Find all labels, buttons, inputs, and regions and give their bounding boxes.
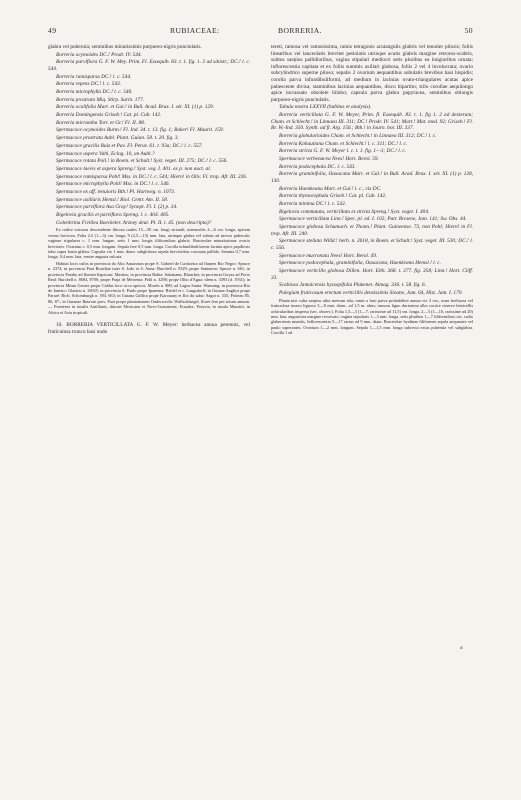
right-col-paragraph: Spermacoce globosa Schumach. et Thonn.! Plant. Guineense. 73, non Pohl; Hiern! in Fl. trop. Afr. III. 240. [271,224,473,237]
left-col-paragraph: Spermacoce laevis et aspera Spreng.! Syst. veg. I. 401. ex p. non auct. al. [56,165,211,172]
left-col-paragraph: Bigelovia gracilis et parviflora Spreng. l. c. 404. 405. [56,212,170,219]
left-col-paragraph: Borreria Domingensis Griseb.! Cat. pl. Cub. 142. [56,112,162,119]
right-col-paragraph: Bigelovia commutata, verticillata et stricta Spreng.! Syst. veget. I. 404. [279,208,430,215]
left-col-paragraph: Spermacoce axillaris Hemsl.! Biol. Centr. Am. II. 58. [56,196,169,203]
left-col-paragraph: Borreria parviflora G. F. W. Mey. Prim. Fl. Essequib. 83. t. 1. fig. 1. 2 ad sinistr.; DC.! l. c. 544. [48,59,250,72]
right-col-paragraph: Borreria Haenkeana Mart. et Gal.! l. c., vix DC. [279,185,382,192]
left-col-paragraph: Spermacoce ex aff. tenuioris Bth.! Pl. Hartweg. n. 1073. [56,188,176,195]
left-text-column [48,44,250,336]
left-col-paragraph: Borreria ocalifolia Mart. et Gal.! in Bull. Acad. Brux. I. sér. XI. (1) p. 129. [56,104,215,111]
header-genus-title: BORRERIA. [278,26,322,35]
right-col-paragraph: Borreria thymocephala Griseb.! Cat. pl. Cub. 142. [279,193,387,200]
right-col-paragraph: Borreria graminifolia, Oaxacana Mart. et Gal.! in Bull. Acad. Brux. I. sér. XI. (1) p. 128, 130. [271,171,473,185]
right-col-paragraph: Borreria podocephala DC. l. c. 543. [279,163,356,170]
right-col-paragraph: tereti, ramosa vel ramosissima, ramis tetragonis acutangulis glabris vel tenuiter pilosis; foliis linearibus vel lanceolatis breviter petiolatis utrinque acutis glabris margine retrorso-scabris, subtus saepius pallidioribus, vagina stipulari mediocri setis pluribus ea longioribus ornata; inflorescentia capitata et ex foliis summis axillari globosa, foliis 2 vel 4 involucrata; ovario subcylindrico superne piloso; sepalis 2 ovarium aequantibus subulatis brevibus basi hispidis; corolla parva infundibuliformi, ad medium in lacinias ovato-triangulares acutas apice pubescente divisa; staminibus lacinias aequantibus, disco bipartito; stilo corollae aequilongo apice incrassato obsolete bilobo; capsula parva glabra papyracea, seminibus oblongis purpureo-nigris punctulatis. [271,44,473,103]
right-col-paragraph: Borreria Kohautiana Cham. et Schlecht.! l. c. 311; DC.! l. c. [279,140,408,147]
right-col-paragraph: Spermacoce mucronata Nees! Hort. Berol. 49. [279,252,378,259]
page-number-left: 49 [48,26,57,35]
right-col-paragraph: Spermacoce stellata Willd.! herb. n. 2618, in Roem. et Schult.! Syst. veget. III. 530; DC.! l. c. 556. [271,238,473,252]
right-col-paragraph: Spermacoce verbenacea Nees! Hort. Berol. 59. [279,156,379,163]
right-col-paragraph: Spermacoce podocephala, graminifolia, Oaxacana, Haenkeana Hemsl.! l. c. [279,260,441,267]
left-col-paragraph: Spermacoce microphylla Pohl! Mss. in DC.! l. c. 546. [56,181,170,188]
right-col-paragraph: Pulegium fruticosum erectum verticillis densissimis Sloane, Jam. 64, Hist. Jam. I. 170. [279,290,463,297]
right-col-paragraph: Borreria stricta G. F. W. Meyer l. c. t. 1. fig. 1—3; DC.! l. c. [279,148,407,155]
left-col-paragraph: Spermacoce gracilis Ruiz et Pav. Fl. Peruv. 61. t. 93a; DC.! l. c. 557. [56,142,203,149]
left-col-paragraph: Spermacoce aspera Vahl, Eclog. 10, an Aubl.? [56,150,155,157]
page-number-right: 50 [464,26,473,35]
right-col-paragraph: Borreria minima DC.! l. c. 542. [279,201,347,208]
right-col-paragraph: Spermacoce verticillo globosa Dillen. Hort. Elth. 368. t. 277. fig. 358; Linn.! Hort. Cliff. 33. [271,268,473,281]
right-col-paragraph: Tabula nostra LXXVII (habitus et analysis). [279,104,372,111]
left-col-paragraph: Borreria microphylla DC.! l. c. 546. [56,89,133,96]
header-family-title: RUBIACEAE: [170,26,220,35]
left-col-paragraph: Spermacoce prostrata Aubl. Plant. Guian. 58. t. 20. fig. 3. [56,135,179,142]
left-col-paragraph: Spermacoce ocymoides Burm.! Fl. Ind. 34. t. 13. fig. 1; Baker! Fl. Maurit. 159. [56,127,224,134]
left-col-paragraph: Ex radice tortuosa descendente fibrosa caules 15—50 cm. longi striatuli; internodiis 2—6 cm. longa, apicem versus breviora. Folia 2,5 (1—3) cm. longa, 9 (2,5—15) mm. lata, utrinque glabra vel subtus ad nervos puberula; vaginae stipulares c. 1 mm. longae, setis 1 mm. longis filiformibus glabris. Bracteolae minutissimae ovario breviores. Ovarium c. 0,5 mm. longum. Sepala fere 0,5 mm. longa. Corolla infundibuliformis lacinia apice papillosis tubo supra basin glabra. Capsula vix 1 mm. diam. subglobosa sepala brevioribus coronata pallida. Semina 0,7 mm. longa, 0,4 mm. lata, ventre angusta sulcata. [48,227,250,260]
left-col-paragraph: Habitat locis cultis in provincia do Alto Amazonas prope S. Gabriel de Cachoeira ad flumen Rio Negro: Spruce n. 2374; in provincia Pará Brasiliae inter S. João et S. Anna: Burchell n. 9329; prope Santarem: Spruce n. 661; in provincia Parahy ad flumen Itapicuru: Martius; in provincia Bahia: Salzmann, Blanchet; in provincia Goyaz ad Porto Real: Burchell n. 8684, 8700; prope Praja de Meirenia: Pohl n. 3298; prope Olho d'Agua: idem n. 3393 (d. 1931); in provincia Minas Geraes prope Caldas loco circa apricos: Mosén n. 880; ad Lagoa Santa: Warming; in provincia Rio de Janeiro: Glaziou n. 10025; in provincia S. Paulo prope Ipanema: Riedel et c. Langsdorff; in Guiana Anglica prope Pararé: Rich. Schomburgk n. 394. 663; in Guiana Gallica prope Karouany et Ilot du salut: Sagot n. 335; Poiteau 85, 86, 87.; in Guianae Batavae prov. Pará prope plantationem Ouderwecht: Wullschlaegel, floret fere per totum annum. — Praeterea in insulis Antillanis, ditione Mexicana et Novo-Granatensi, Ecuador, Peruvia, in insula Mauritii, in Africa et Asia tropicali. [48,260,250,315]
right-col-paragraph: Borreria verticillata G. F. W. Meyer, Prim. fl. Essequib. 83. t. 1. fig 1. 2 ad dexteram; Cham. et Schlecht.! in Linnaea III. 311; DC.! Prodr. IV. 541; Mart.! Mat. med. 92; Griseb.! Fl. Br. W.-Ind. 350. Synth. ad fl. Arg. 156.; Bth.! in Journ. bot. III. 337. [271,112,473,132]
left-col-paragraph: Golenbrina Fivillea Boeckeler. Arzney deut. Pl. II. t. 45. (non descripta)? [56,219,212,226]
left-col-paragraph: Spermacoce rotata Poil.! in Roem. et Schult.! Syst. veget. III. 275; DC.! l. c. 556. [56,158,228,165]
right-col-paragraph: Planta nisi culta saepius ultra metrum alta, ramis a basi parva probabiliter annua vix 3 cm., nunc herbacea vel fruticulosa trunco lignoso 3—8 mm. diam., ad 1,5 m. altus; truncus ligno durissimo albo cortice cinereo lenticellis orbicularibus inspersa (sec. observ.). Folia 1,5—3 (1—7, rarissime ad 11,5) cm. longa, 2—3 (1—10, rarissime ad 20) mm. lata, angustiora margine recurvato; vagina stipularis 1—3 mm. longa, setis pluribus 1—7 filiformibus circ. radio glaberrimis munitis. Inflorescentia 5—17 rarius ad 9 mm. diam. Bracteolae hyalinae filiformes sepala aequantes vel paulo superantes. Ovarium 1—2 mm. longum. Sepala 1—1,5 mm. longa subrecta extus puberula vel subglabra. Corolla 1 ad [271,297,473,336]
running-header [48,26,473,40]
left-col-paragraph: Borreria ocymoides DC.! Prodr. IV. 544. [56,51,142,58]
left-col-paragraph: Spermacoce ramisparsa Pohl! Mss. in DC.! l. c. 544; Hiern! in Oliv. Fl. trop. Afr. III. 236. [56,173,248,180]
right-text-column [271,44,473,337]
left-col-paragraph: Borreria prostrata Miq. Stirp. Surin. 177. [56,96,145,103]
left-col-paragraph: Borreria ramisparsa DC.! l. c. 544. [56,73,132,80]
left-col-paragraph: 10. BORRERIA VERTICILLATA G. F. W. Meyer: herbacea annua perennis, vel fruticulosa trunco basi nudo [48,322,250,335]
left-col-paragraph: Borreria micrantha Torr. et Gr.! Fl. II. 88. [56,119,146,126]
right-col-paragraph: Borreria globularioides Cham. et Schlecht.! in Linnaea III. 312; DC.! l. c. [279,133,437,139]
left-col-paragraph: Borreria repens DC.! l. c. 543. [56,81,122,88]
corner-mark: a [460,645,463,651]
left-col-paragraph: glabra vel puberula; seminibus minutissimis purpureo-nigris punctulatis. [48,44,202,50]
right-col-paragraph: Scabiosa Jamaicensis hyssopifolia Plukenet. Almag. 336. t. 58. fig. 6. [279,282,427,289]
right-col-paragraph: Spermacoce verticillata Linn.! Spec. pl. ed. I. 102; Patr. Browne, Jam. 141; Sw. Obs. 44. [279,216,467,223]
left-col-paragraph: Spermacoce parviflora Asa Gray! Synopt. Fl. I. (2) p. 34. [56,204,178,211]
